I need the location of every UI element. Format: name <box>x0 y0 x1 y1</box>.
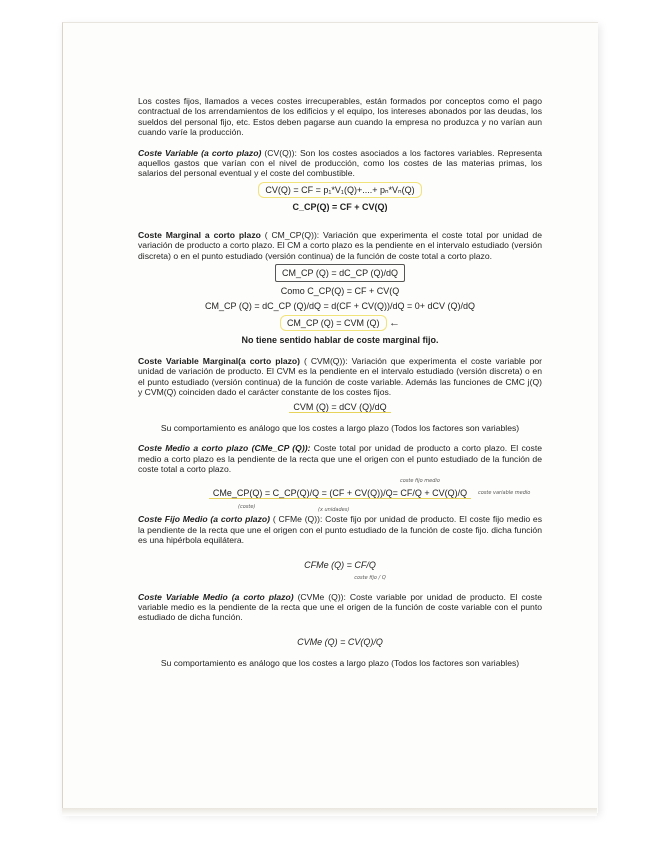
average-cost-text: Coste total por unidad de producto a corto plazo. El coste medio a corto plazo es la pendiente de la recta que une el origen con el punto estudiado de la función de coste total a corto plazo. <box>138 443 543 474</box>
marginal-cost-formula-3: CM_CP (Q) = dC_CP (Q)/dQ = d(CF + CV(Q))/dQ = 0+ dCV (Q)/dQ <box>205 301 475 312</box>
marginal-cost-formula-1: CM_CP (Q) = dC_CP (Q)/dQ <box>275 264 405 282</box>
variable-average-paragraph <box>138 592 542 623</box>
average-cost-title: Coste Medio a corto plazo (CMe_CP (Q)): <box>138 443 311 454</box>
marginal-cost-text: ( CM_CP(Q)): Variación que experimenta el coste total por unidad de variación de producto a corto plazo. El CM a corto plazo es la pendiente en el intervalo estudiado (versión discreta) o en el punto estudiado (versión continua) de la función de coste total a corto plazo. <box>138 229 542 261</box>
variable-average-formula: CVMe (Q) = CV(Q)/Q <box>297 636 383 647</box>
variable-cost-text: (CV(Q)): Son los costes asociados a los factores variables. Representa aquellos gastos que varían con el nivel de producción, como los costes de las materias primas, los salarios del personal eventual y el coste del combustible. <box>138 147 543 179</box>
variable-marginal-text: ( CVM(Q)): Variación que experimenta el coste variable por unidad de variación de producto. El CVM es la pendiente en el intervalo estudiado (versión discreta) o en el punto estudiado (versión continua) de la función de coste variable. Además las funciones de CMC j(Q) y CVM(Q) coinciden dado el carácter constante de los costes fijos. <box>138 356 542 398</box>
variable-cost-formula: CV(Q) = CF = p₁*V₁(Q)+....+ pₙ*Vₙ(Q) <box>258 182 421 198</box>
variable-cost-title: Coste Variable (a corto plazo) <box>138 147 262 158</box>
variable-marginal-title: Coste Variable Marginal(a corto plazo) <box>138 356 301 367</box>
variable-average-text: (CVMe (Q)): Coste variable por unidad de producto. El coste variable medio es la pendiente de la recta que une el origen de la función de coste variable con el punto estudiado de dicha función. <box>138 591 542 623</box>
marginal-cost-paragraph <box>138 230 542 261</box>
variable-marginal-formula: CVM (Q) = dCV (Q)/dQ <box>289 402 390 413</box>
marginal-cost-title: Coste Marginal a corto plazo <box>138 229 261 240</box>
marginal-cost-note: No tiene sentido hablar de coste marginal fijo. <box>241 335 439 346</box>
variable-average-note: Su comportamiento es análogo que los costes a largo plazo (Todos los factores son variables) <box>160 657 520 668</box>
handwritten-note-fixed-avg: coste fijo medio <box>400 478 440 485</box>
fixed-average-title: Coste Fijo Medio (a corto plazo) <box>138 514 270 525</box>
page-shadow <box>62 808 597 816</box>
marginal-cost-formula-2: Como C_CP(Q) = CF + CV(Q <box>280 286 400 297</box>
fixed-average-paragraph <box>138 514 542 545</box>
average-cost-formula: CMe_CP(Q) = C_CP(Q)/Q = (CF + CV(Q))/Q= CF/Q + CV(Q)/Q <box>209 488 471 499</box>
fixed-average-text: ( CFMe (Q)): Coste fijo por unidad de producto. El coste fijo medio es la pendiente de la recta que une el origen con el punto estudiado de la función de coste fijo. dicha función es una hipérbola equilátera. <box>138 514 542 546</box>
variable-marginal-note: Su comportamiento es análogo que los costes a largo plazo (Todos los factores son variables) <box>160 422 520 433</box>
marginal-cost-formula-4: CM_CP (Q) = CVM (Q) <box>280 315 387 331</box>
variable-average-title: Coste Variable Medio (a corto plazo) <box>138 591 294 602</box>
fixed-average-formula: CFMe (Q) = CF/Q <box>304 559 376 570</box>
total-cost-formula: C_CP(Q) = CF + CV(Q) <box>292 201 388 212</box>
left-arrow-icon: ← <box>389 317 401 330</box>
handwritten-note-cfme: coste fijo / Q <box>354 574 386 581</box>
document-body <box>138 96 542 668</box>
average-cost-paragraph <box>138 443 542 474</box>
fixed-costs-paragraph: Los costes fijos, llamados a veces costes irrecuperables, están formados por conceptos como el pago contractual de los arrendamientos de los edificios y el equipo, los intereses abonados por las deudas, los sueldos del personal fijo, etc. Estos deben pagarse aun cuando la empresa no produzca y no varían aun cuando varíe la producción. <box>138 96 542 138</box>
handwritten-note-variable-avg: coste variable medio <box>478 490 531 497</box>
handwritten-note-unidades: (x unidades) <box>318 507 350 514</box>
variable-cost-paragraph <box>138 148 542 179</box>
variable-marginal-paragraph <box>138 356 542 398</box>
handwritten-note-coste: (coste) <box>238 504 256 511</box>
